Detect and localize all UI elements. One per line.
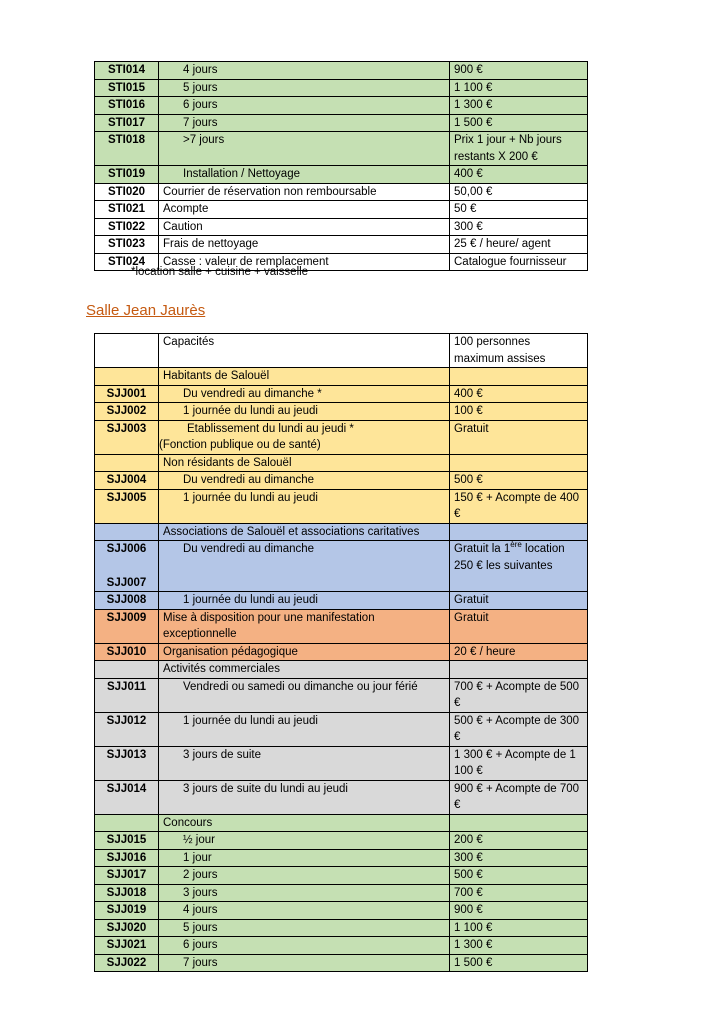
- table-row: [95, 780, 588, 814]
- row-label: Du vendredi au dimanche *: [159, 385, 450, 403]
- row-price: Prix 1 jour + Nb jours restants X 200 €: [450, 132, 588, 166]
- row-price: 25 € / heure/ agent: [450, 236, 588, 254]
- table-row: [95, 201, 588, 219]
- row-price: 500 €: [450, 867, 588, 885]
- row-code: SJJ007: [106, 576, 147, 589]
- table-row: [95, 884, 588, 902]
- concours-section: [95, 814, 588, 972]
- row-code: SJJ002: [95, 403, 159, 421]
- row-label: Etablissement du lundi au jeudi *: [187, 422, 354, 435]
- table-row: [95, 472, 588, 490]
- table-row: [95, 643, 588, 661]
- row-label: 5 jours: [159, 79, 450, 97]
- code-cell: [95, 523, 159, 541]
- row-label: 5 jours: [159, 919, 450, 937]
- row-price: 1 100 €: [450, 919, 588, 937]
- row-code: SJJ012: [95, 712, 159, 746]
- price-cell: [450, 661, 588, 679]
- row-price: 300 €: [450, 849, 588, 867]
- table-row: [95, 919, 588, 937]
- row-price: 100 €: [450, 403, 588, 421]
- row-code: STI019: [95, 166, 159, 184]
- row-code: SJJ015: [95, 832, 159, 850]
- row-code: SJJ021: [95, 937, 159, 955]
- group-header-row: [95, 814, 588, 832]
- row-price-secondary: 250 € les suivantes: [454, 559, 553, 572]
- row-label: 7 jours: [159, 954, 450, 972]
- row-code: STI017: [95, 114, 159, 132]
- capacity-row: [95, 334, 588, 368]
- table-footnote: *location salle + cuisine + vaisselle: [131, 266, 309, 278]
- row-price: 1 300 € + Acompte de 1 100 €: [450, 746, 588, 780]
- row-label: 1 journée du lundi au jeudi: [159, 403, 450, 421]
- code-cell: [95, 814, 159, 832]
- group-header-row: [95, 454, 588, 472]
- row-code: SJJ008: [95, 592, 159, 610]
- row-label: Caution: [159, 218, 450, 236]
- row-price: 1 100 €: [450, 79, 588, 97]
- table-row: [95, 62, 588, 80]
- group-header-row: [95, 661, 588, 679]
- table-row: [95, 236, 588, 254]
- row-label: >7 jours: [159, 132, 450, 166]
- table-row: [95, 678, 588, 712]
- row-price: Gratuit: [450, 592, 588, 610]
- row-price: 1 500 €: [450, 954, 588, 972]
- tariff-table-sjj-body: [95, 334, 588, 815]
- row-price: 700 € + Acompte de 500 €: [450, 678, 588, 712]
- row-label: 1 journée du lundi au jeudi: [159, 712, 450, 746]
- row-price: 1 300 €: [450, 937, 588, 955]
- row-code: STI015: [95, 79, 159, 97]
- row-label: Acompte: [159, 201, 450, 219]
- code-cell: [95, 334, 159, 368]
- table-row: [95, 592, 588, 610]
- group-header-concours: Concours: [159, 814, 450, 832]
- row-price: 1 500 €: [450, 114, 588, 132]
- row-price: 900 €: [450, 902, 588, 920]
- row-price: 300 €: [450, 218, 588, 236]
- table-row: [95, 132, 588, 166]
- price-cell: [450, 523, 588, 541]
- row-price: 1 300 €: [450, 97, 588, 115]
- row-price: 150 € + Acompte de 400 €: [450, 489, 588, 523]
- row-price: 500 € + Acompte de 300 €: [450, 712, 588, 746]
- table-row: [95, 746, 588, 780]
- row-price: Gratuit la 1: [454, 543, 511, 555]
- table-row: [95, 489, 588, 523]
- group-header-associations: Associations de Salouël et associations caritatives: [159, 523, 450, 541]
- row-code: STI014: [95, 62, 159, 80]
- row-code: SJJ009: [95, 609, 159, 643]
- row-label: Frais de nettoyage: [159, 236, 450, 254]
- row-code: SJJ020: [95, 919, 159, 937]
- row-price-sup: ère: [510, 540, 522, 550]
- row-price: 900 €: [450, 62, 588, 80]
- code-cell: [95, 454, 159, 472]
- row-code: SJJ010: [95, 643, 159, 661]
- row-code: STI016: [95, 97, 159, 115]
- row-price: 200 €: [450, 832, 588, 850]
- row-price-cont: location: [521, 543, 565, 555]
- group-header-habitants: Habitants de Salouël: [159, 368, 450, 386]
- table-row: [95, 218, 588, 236]
- row-price: Catalogue fournisseur: [450, 253, 588, 271]
- row-label: 6 jours: [159, 937, 450, 955]
- table-row: [95, 609, 588, 643]
- row-price: 400 €: [450, 166, 588, 184]
- tariff-table-sti: [94, 61, 588, 271]
- row-price: 50,00 €: [450, 183, 588, 201]
- table-row: [95, 403, 588, 421]
- table-row: [95, 832, 588, 850]
- tariff-table-sti-body: [95, 62, 588, 271]
- row-price: 900 € + Acompte de 700 €: [450, 780, 588, 814]
- row-label-secondary: (Fonction publique ou de santé): [159, 439, 321, 451]
- table-row: [95, 867, 588, 885]
- row-price: 500 €: [450, 472, 588, 490]
- table-row: [95, 385, 588, 403]
- table-row: [95, 114, 588, 132]
- group-header-row: [95, 523, 588, 541]
- row-label: Casse : valeur de remplacement: [159, 253, 450, 271]
- row-code: SJJ022: [95, 954, 159, 972]
- row-label: 3 jours: [159, 884, 450, 902]
- row-code-multi: [95, 541, 159, 592]
- row-label: 1 journée du lundi au jeudi: [159, 489, 450, 523]
- code-cell: [95, 661, 159, 679]
- row-code: SJJ003: [95, 420, 159, 454]
- row-label: 1 jour: [159, 849, 450, 867]
- row-price-multi: [450, 541, 588, 592]
- row-code: SJJ004: [95, 472, 159, 490]
- row-code: SJJ019: [95, 902, 159, 920]
- price-cell: [450, 814, 588, 832]
- row-label: Du vendredi au dimanche: [159, 541, 450, 592]
- tariff-table-sjj: [94, 333, 588, 972]
- row-code: SJJ005: [95, 489, 159, 523]
- row-code: SJJ014: [95, 780, 159, 814]
- row-price: Gratuit: [450, 420, 588, 454]
- row-code: STI023: [95, 236, 159, 254]
- price-cell: [450, 368, 588, 386]
- capacity-value: 100 personnes maximum assises: [450, 334, 588, 368]
- table-row: [95, 79, 588, 97]
- table-row: [95, 541, 588, 592]
- code-cell: [95, 368, 159, 386]
- row-label: Organisation pédagogique: [159, 643, 450, 661]
- row-label: 4 jours: [159, 902, 450, 920]
- group-header-commercial: Activités commerciales: [159, 661, 450, 679]
- row-code: STI020: [95, 183, 159, 201]
- table-row: [95, 166, 588, 184]
- table-row: [95, 954, 588, 972]
- row-label: 4 jours: [159, 62, 450, 80]
- table-row: [95, 420, 588, 454]
- row-label: 7 jours: [159, 114, 450, 132]
- table-row: [95, 97, 588, 115]
- row-code: SJJ013: [95, 746, 159, 780]
- row-code: SJJ016: [95, 849, 159, 867]
- row-label: 2 jours: [159, 867, 450, 885]
- table-row: [95, 902, 588, 920]
- row-price: 20 € / heure: [450, 643, 588, 661]
- table-row: [95, 712, 588, 746]
- row-price: 50 €: [450, 201, 588, 219]
- group-header-row: [95, 368, 588, 386]
- table-row: [95, 183, 588, 201]
- row-code: SJJ017: [95, 867, 159, 885]
- row-label: 6 jours: [159, 97, 450, 115]
- row-price: 700 €: [450, 884, 588, 902]
- row-label-multi: [159, 420, 450, 454]
- row-price: Gratuit: [450, 609, 588, 643]
- row-label: Du vendredi au dimanche: [159, 472, 450, 490]
- row-code: STI024: [95, 253, 159, 271]
- row-label: Installation / Nettoyage: [159, 166, 450, 184]
- row-label: 1 journée du lundi au jeudi: [159, 592, 450, 610]
- row-label: Vendredi ou samedi ou dimanche ou jour férié: [159, 678, 450, 712]
- row-code: STI022: [95, 218, 159, 236]
- row-label: ½ jour: [159, 832, 450, 850]
- capacity-label: Capacités: [159, 334, 450, 368]
- row-label: Courrier de réservation non remboursable: [159, 183, 450, 201]
- group-header-non-residents: Non résidants de Salouël: [159, 454, 450, 472]
- row-code: SJJ018: [95, 884, 159, 902]
- row-code: STI018: [95, 132, 159, 166]
- row-price: 400 €: [450, 385, 588, 403]
- row-label: Mise à disposition pour une manifestation exceptionnelle: [159, 609, 450, 643]
- row-code: STI021: [95, 201, 159, 219]
- section-title: Salle Jean Jaurès: [86, 302, 206, 319]
- table-row: [95, 937, 588, 955]
- row-code: SJJ006: [106, 543, 147, 555]
- row-code: SJJ011: [95, 678, 159, 712]
- price-cell: [450, 454, 588, 472]
- row-label: 3 jours de suite: [159, 746, 450, 780]
- table-row: [95, 849, 588, 867]
- row-code: SJJ001: [95, 385, 159, 403]
- row-label: 3 jours de suite du lundi au jeudi: [159, 780, 450, 814]
